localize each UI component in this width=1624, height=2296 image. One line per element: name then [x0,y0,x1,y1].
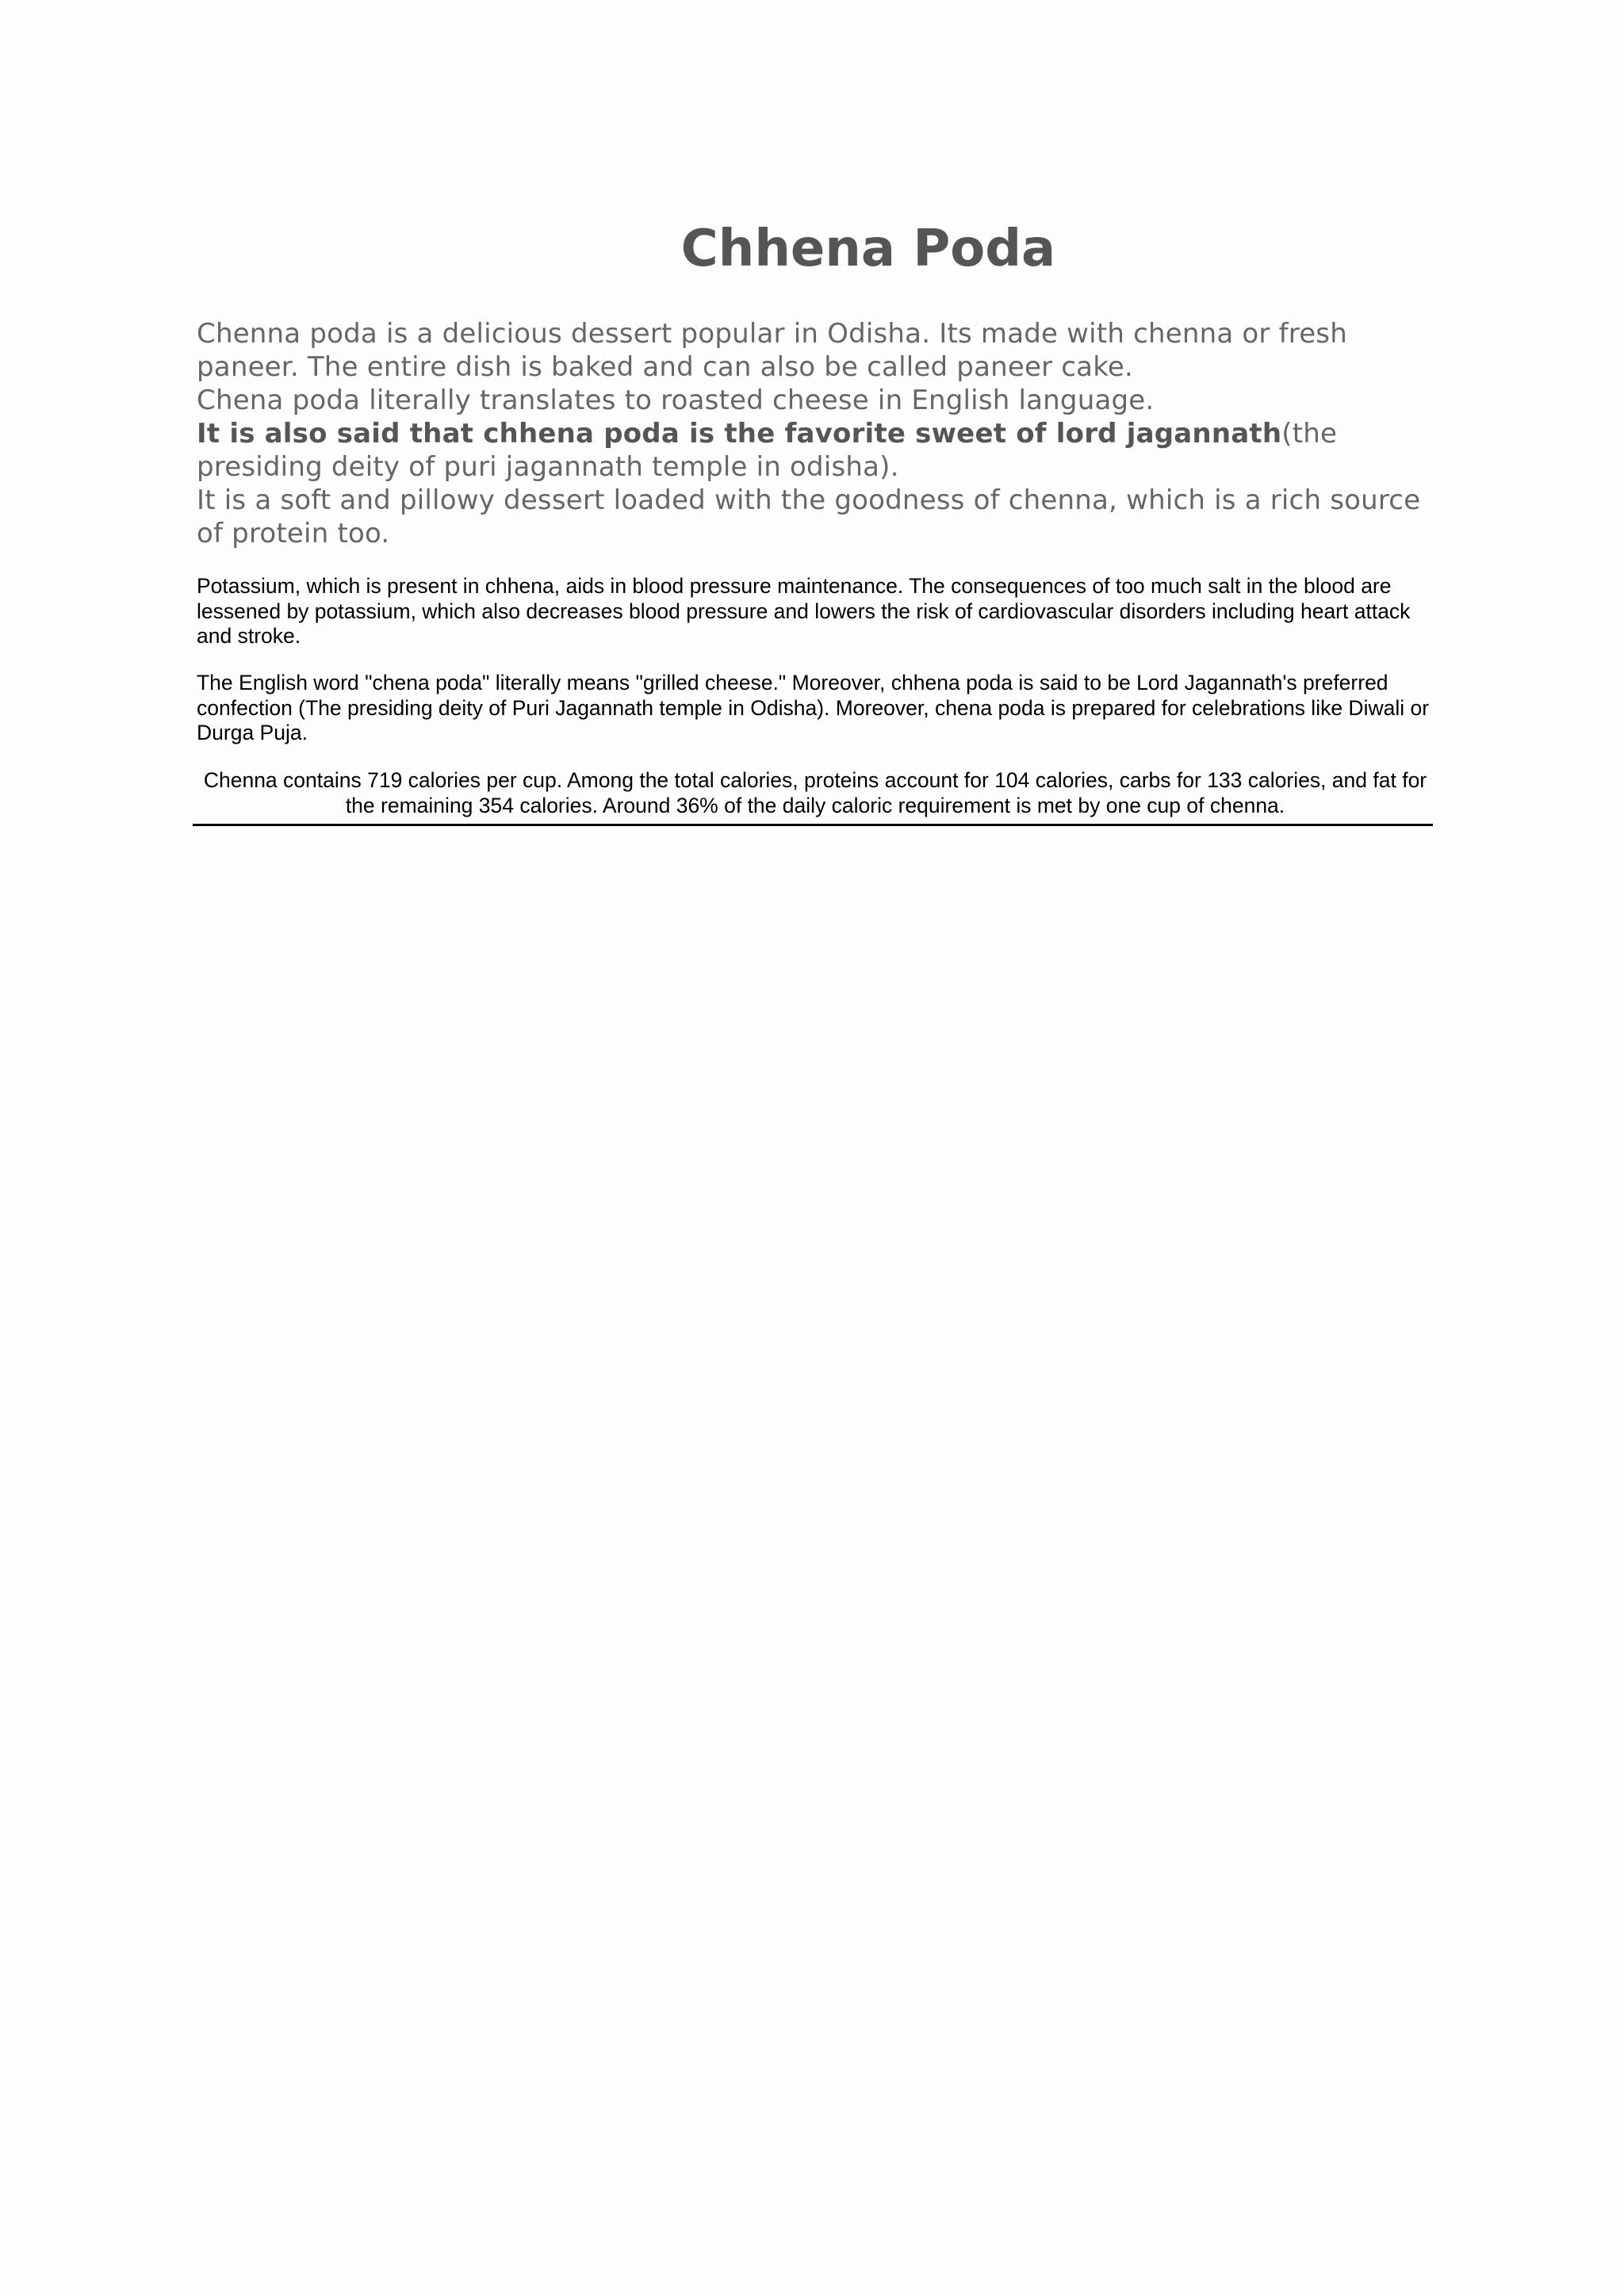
intro-line-3: Chena poda literally translates to roasted cheese in English language. [197,385,1155,416]
paragraph-english-word: The English word "chena poda" literally means "grilled cheese." Moreover, chhena poda is said to be Lord Jagannath's preferred confection (The presiding deity of Puri Jagannath temple in Odisha). Moreover, chena poda is prepared for celebrations like Diwali or Durga Puja. [197,671,1430,744]
intro-line-4 [197,417,1434,484]
page-title: Chhena Poda [680,220,1056,278]
intro-bold-statement-rest: (the presiding deity of puri jagannath temple in odisha). [197,418,1338,483]
paragraph-calories: Chenna contains 719 calories per cup. Among the total calories, proteins account for 104 calories, carbs for 133 calories, and fat for the remaining 354 calories. Around 36% of the daily caloric requirement is met by one cup of chenna. [203,768,1427,817]
intro-line-5: It is a soft and pillowy dessert loaded with the goodness of chenna, which is a rich source of protein too. [197,484,1421,549]
intro-section [197,317,1434,550]
horizontal-rule [193,824,1433,826]
paragraph-potassium: Potassium, which is present in chhena, aids in blood pressure maintenance. The consequences of too much salt in the blood are lessened by potassium, which also decreases blood pressure and lowers the risk of cardiovascular disorders including heart attack and stroke. [197,574,1411,648]
intro-bold-statement: It is also said that chhena poda is the favorite sweet of lord jagannath [197,418,1282,450]
intro-line-2: paneer. The entire dish is baked and can also be called paneer cake. [197,351,1134,383]
intro-line-1: Chenna poda is a delicious dessert popular in Odisha. Its made with chenna or fresh [197,318,1347,350]
